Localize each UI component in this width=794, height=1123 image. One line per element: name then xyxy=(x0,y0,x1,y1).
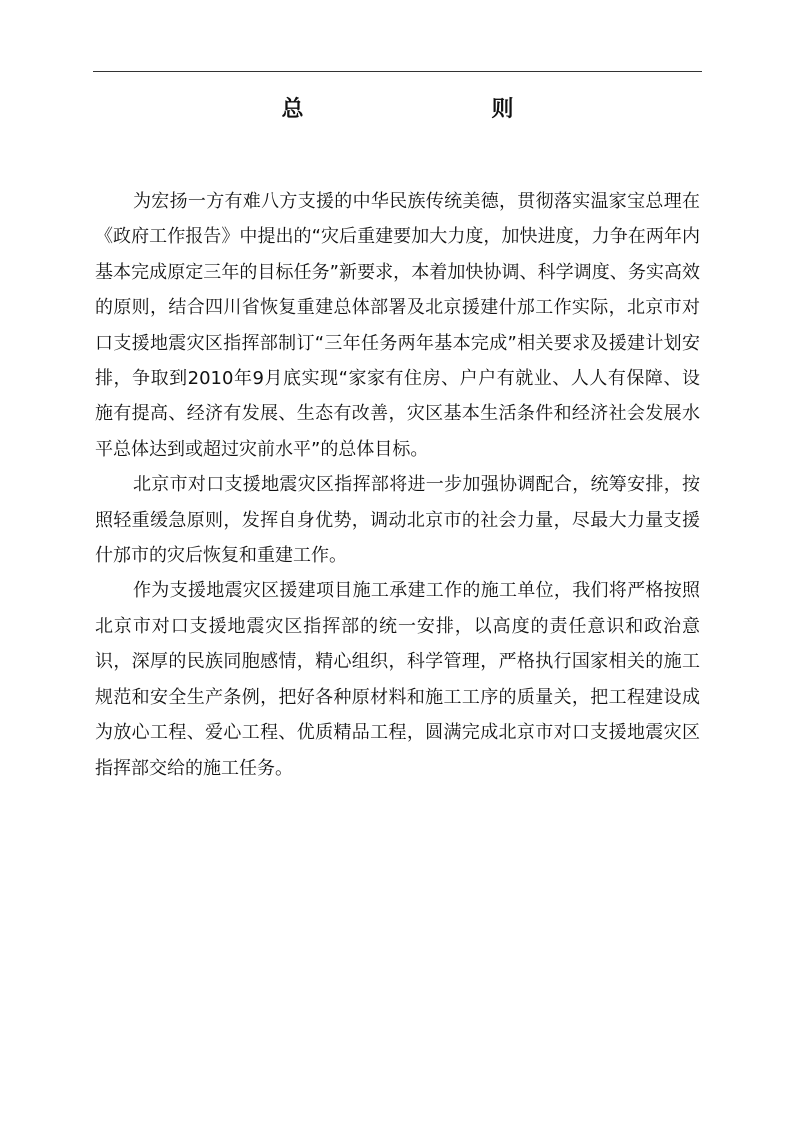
paragraph-1: 为宏扬一方有难八方支援的中华民族传统美德，贯彻落实温家宝总理在《政府工作报告》中提出的“灾后重建要加大力度，加快进度，力争在两年内基本完成原定三年的目标任务”新要求，本着加快协调、科学调度、务实高效的原则，结合四川省恢复重建总体部署及北京援建什邡工作实际，北京市对口支援地震灾区指挥部制订“三年任务两年基本完成”相关要求及援建计划安排，争取到2010年9月底实现“家家有住房、户户有就业、人人有保障、设施有提高、经济有发展、生态有改善，灾区基本生活条件和经济社会发展水平总体达到或超过灾前水平”的总体目标。 xyxy=(95,191,700,460)
document-body xyxy=(95,184,700,786)
paragraph-3: 作为支援地震灾区援建项目施工承建工作的施工单位，我们将严格按照北京市对口支援地震灾区指挥部的统一安排，以高度的责任意识和政治意识，深厚的民族同胞感情，精心组织，科学管理，严格执行国家相关的施工规范和安全生产条例，把好各种原材料和施工工序的质量关，把工程建设成为放心工程、爱心工程、优质精品工程，圆满完成北京市对口支援地震灾区指挥部交给的施工任务。 xyxy=(95,580,700,779)
paragraph-2: 北京市对口支援地震灾区指挥部将进一步加强协调配合，统筹安排，按照轻重缓急原则，发挥自身优势，调动北京市的社会力量，尽最大力量支援什邡市的灾后恢复和重建工作。 xyxy=(95,474,700,567)
header-rule xyxy=(93,71,702,72)
section-title: 总 则 xyxy=(281,97,562,122)
